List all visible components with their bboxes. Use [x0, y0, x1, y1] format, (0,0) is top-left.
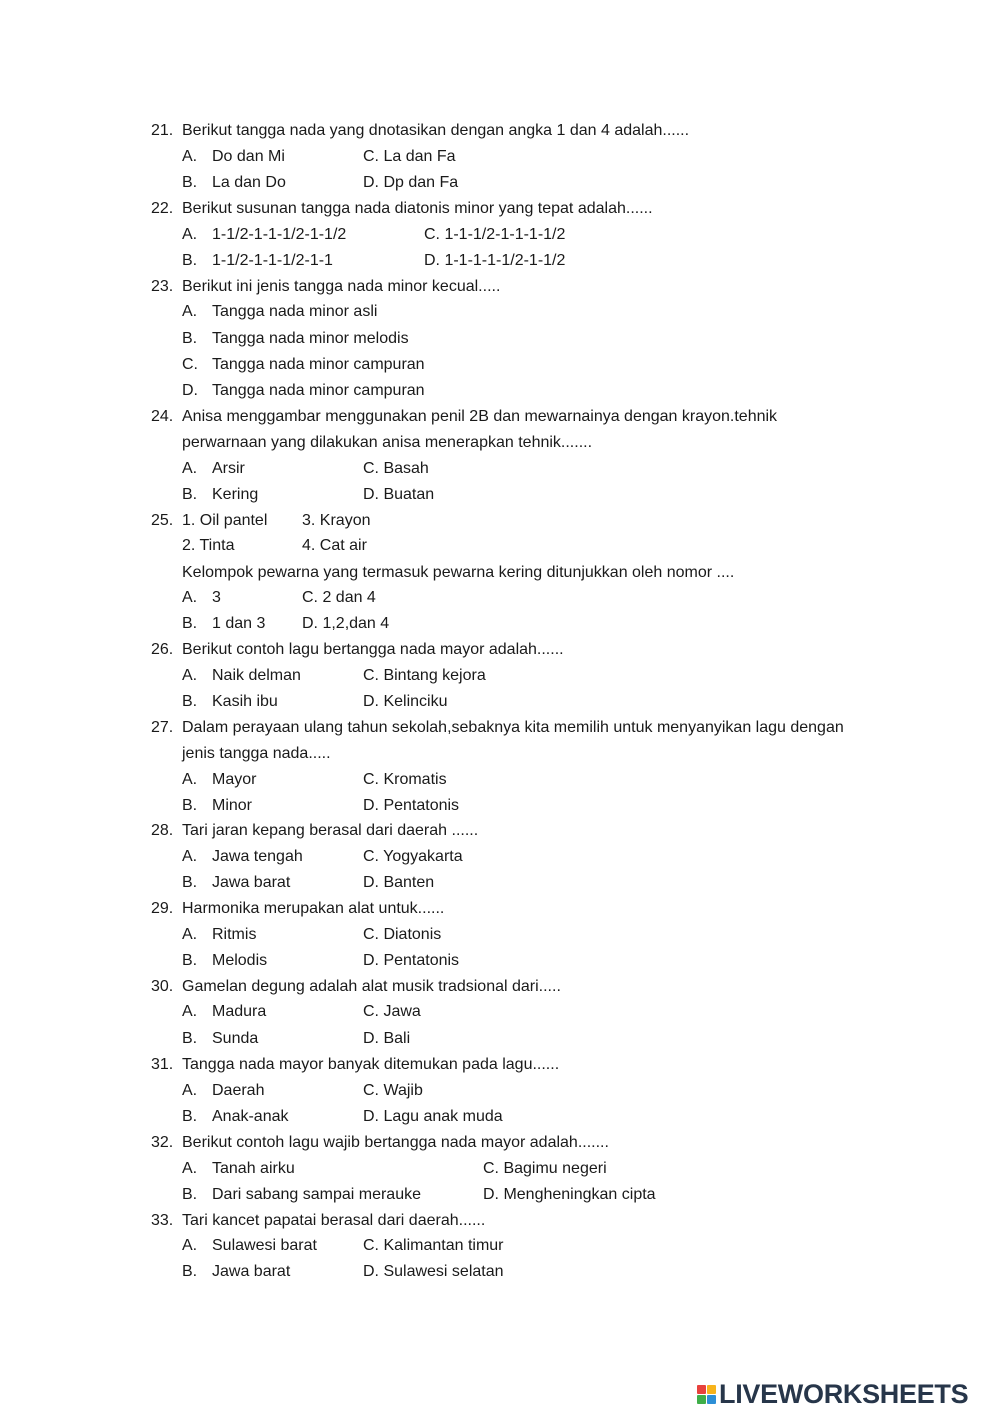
- question-number: 25.: [151, 512, 174, 529]
- option-a: Naik delman: [212, 667, 301, 684]
- logo-tile: [707, 1385, 716, 1394]
- option-letter-a: A.: [182, 1003, 198, 1020]
- option-c: C. Yogyakarta: [363, 848, 463, 865]
- option-letter-a: A.: [182, 848, 198, 865]
- option-c: C. Jawa: [363, 1003, 421, 1020]
- option-b: Jawa barat: [212, 1263, 291, 1280]
- option-d: D. Bali: [363, 1030, 411, 1047]
- list-item: 1. Oil pantel: [182, 512, 268, 529]
- option-letter-b: B.: [182, 1263, 198, 1280]
- option-letter-b: B.: [182, 486, 198, 503]
- question-text: Kelompok pewarna yang termasuk pewarna kering ditunjukkan oleh nomor ....: [182, 564, 735, 581]
- list-item: 2. Tinta: [182, 537, 235, 554]
- option-d: D. Banten: [363, 874, 435, 891]
- question-text-line2: perwarnaan yang dilakukan anisa menerapkan tehnik.......: [182, 434, 593, 451]
- option-a: Mayor: [212, 771, 257, 788]
- option-c: C. Basah: [363, 460, 429, 477]
- option-b: Anak-anak: [212, 1108, 289, 1125]
- question-text: Berikut contoh lagu wajib bertangga nada mayor adalah.......: [182, 1134, 609, 1151]
- option-a: Jawa tengah: [212, 848, 303, 865]
- question-text: Berikut tangga nada yang dnotasikan dengan angka 1 dan 4 adalah......: [182, 122, 690, 139]
- option-b: 1 dan 3: [212, 615, 266, 632]
- option-a: Do dan Mi: [212, 148, 285, 165]
- option-b: 1-1/2-1-1-1/2-1-1: [212, 252, 333, 269]
- option-a: 1-1/2-1-1-1/2-1-1/2: [212, 226, 347, 243]
- logo-tile: [707, 1395, 716, 1404]
- option-c: C. Kalimantan timur: [363, 1237, 504, 1254]
- option-d: D. 1-1-1-1-1/2-1-1/2: [424, 252, 566, 269]
- question-text: Dalam perayaan ulang tahun sekolah,sebaknya kita memilih untuk menyanyikan lagu dengan: [182, 719, 844, 736]
- option-b: Minor: [212, 797, 253, 814]
- option-letter-a: A.: [182, 667, 198, 684]
- option-a: Ritmis: [212, 926, 257, 943]
- option-letter-a: A.: [182, 303, 198, 320]
- question-text: Anisa menggambar menggunakan penil 2B dan mewarnainya dengan krayon.tehnik: [182, 408, 778, 425]
- option-letter-a: A.: [182, 1237, 198, 1254]
- option-c: C. Kromatis: [363, 771, 447, 788]
- option-letter-a: A.: [182, 1082, 198, 1099]
- option-letter-b: B.: [182, 252, 198, 269]
- option-letter-a: A.: [182, 926, 198, 943]
- option-d: D. Mengheningkan cipta: [483, 1186, 656, 1203]
- option-b: Tangga nada minor melodis: [212, 330, 409, 347]
- option-a: Arsir: [212, 460, 245, 477]
- question-number: 31.: [151, 1056, 174, 1073]
- question-number: 27.: [151, 719, 174, 736]
- list-item: 3. Krayon: [302, 512, 371, 529]
- logo-text: LIVEWORKSHEETS: [719, 1378, 969, 1409]
- option-b: La dan Do: [212, 174, 286, 191]
- option-b: Dari sabang sampai merauke: [212, 1186, 421, 1203]
- question-text: Berikut contoh lagu bertangga nada mayor adalah......: [182, 641, 564, 658]
- question-number: 30.: [151, 978, 174, 995]
- liveworksheets-logo: [697, 1379, 968, 1409]
- option-letter-d: D.: [182, 382, 198, 399]
- question-number: 29.: [151, 900, 174, 917]
- option-d: D. Dp dan Fa: [363, 174, 459, 191]
- option-c: C. Bintang kejora: [363, 667, 486, 684]
- question-number: 23.: [151, 278, 174, 295]
- option-d: D. Kelinciku: [363, 693, 448, 710]
- option-a: Madura: [212, 1003, 267, 1020]
- logo-tile: [697, 1385, 706, 1394]
- question-number: 21.: [151, 122, 174, 139]
- option-a: Daerah: [212, 1082, 265, 1099]
- option-d: D. Buatan: [363, 486, 435, 503]
- option-letter-a: A.: [182, 460, 198, 477]
- option-d: Tangga nada minor campuran: [212, 382, 425, 399]
- option-letter-a: A.: [182, 771, 198, 788]
- option-letter-a: A.: [182, 226, 198, 243]
- option-d: D. Lagu anak muda: [363, 1108, 503, 1125]
- option-a: Sulawesi barat: [212, 1237, 317, 1254]
- option-a: Tanah airku: [212, 1160, 295, 1177]
- option-c: C. 1-1-1/2-1-1-1-1/2: [424, 226, 566, 243]
- option-letter-b: B.: [182, 174, 198, 191]
- option-letter-b: B.: [182, 952, 198, 969]
- option-a: Tangga nada minor asli: [212, 303, 378, 320]
- logo-tile: [697, 1395, 706, 1404]
- option-d: D. Sulawesi selatan: [363, 1263, 504, 1280]
- question-text: Tari jaran kepang berasal dari daerah ......: [182, 822, 479, 839]
- option-c: C. La dan Fa: [363, 148, 456, 165]
- question-text: Gamelan degung adalah alat musik tradsional dari.....: [182, 978, 561, 995]
- option-c: C. Wajib: [363, 1082, 423, 1099]
- option-c: C. 2 dan 4: [302, 589, 376, 606]
- question-text: Tangga nada mayor banyak ditemukan pada lagu......: [182, 1056, 560, 1073]
- option-letter-a: A.: [182, 148, 198, 165]
- question-text: Berikut susunan tangga nada diatonis minor yang tepat adalah......: [182, 200, 653, 217]
- option-letter-a: A.: [182, 1160, 198, 1177]
- option-b: Sunda: [212, 1030, 259, 1047]
- option-letter-b: B.: [182, 874, 198, 891]
- question-text: Berikut ini jenis tangga nada minor kecual.....: [182, 278, 501, 295]
- question-text-line2: jenis tangga nada.....: [182, 745, 331, 762]
- option-b: Kering: [212, 486, 259, 503]
- question-text: Tari kancet papatai berasal dari daerah......: [182, 1212, 486, 1229]
- option-letter-a: A.: [182, 589, 198, 606]
- question-number: 33.: [151, 1212, 174, 1229]
- list-item: 4. Cat air: [302, 537, 367, 554]
- question-number: 28.: [151, 822, 174, 839]
- option-letter-b: B.: [182, 1108, 198, 1125]
- option-letter-b: B.: [182, 693, 198, 710]
- question-number: 24.: [151, 408, 174, 425]
- option-letter-b: B.: [182, 330, 198, 347]
- option-letter-b: B.: [182, 1186, 198, 1203]
- option-letter-b: B.: [182, 1030, 198, 1047]
- option-d: D. 1,2,dan 4: [302, 615, 390, 632]
- option-c: C. Bagimu negeri: [483, 1160, 607, 1177]
- option-d: D. Pentatonis: [363, 952, 460, 969]
- option-letter-b: B.: [182, 615, 198, 632]
- option-letter-c: C.: [182, 356, 198, 373]
- option-b: Jawa barat: [212, 874, 291, 891]
- option-c: Tangga nada minor campuran: [212, 356, 425, 373]
- question-number: 26.: [151, 641, 174, 658]
- logo-tiles-icon: [697, 1385, 716, 1404]
- question-number: 22.: [151, 200, 174, 217]
- option-b: Kasih ibu: [212, 693, 278, 710]
- option-a: 3: [212, 589, 221, 606]
- option-c: C. Diatonis: [363, 926, 442, 943]
- question-number: 32.: [151, 1134, 174, 1151]
- option-d: D. Pentatonis: [363, 797, 460, 814]
- question-text: Harmonika merupakan alat untuk......: [182, 900, 445, 917]
- option-letter-b: B.: [182, 797, 198, 814]
- option-b: Melodis: [212, 952, 268, 969]
